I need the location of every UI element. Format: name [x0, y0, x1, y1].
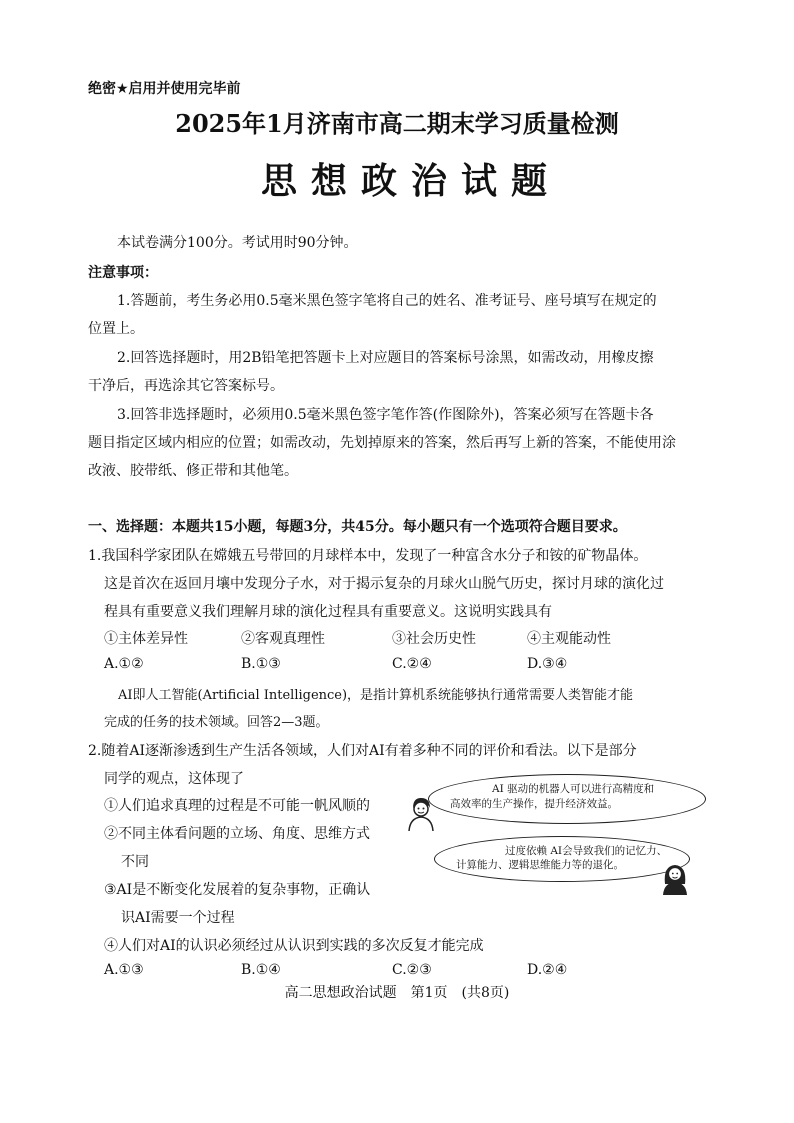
exam-title: 2025年1月济南市高二期末学习质量检测	[175, 109, 619, 138]
subject-title: 思想政治试题	[260, 160, 561, 202]
q2-item-1: ①人们追求真理的过程是不可能一帆风顺的	[104, 798, 370, 814]
q1-line-3: 程具有重要意义我们理解月球的演化过程具有重要意义。这说明实践具有	[104, 604, 552, 620]
note-3-line-3: 改液、胶带纸、修正带和其他笔。	[88, 463, 298, 479]
q1-option-b[interactable]: B.①③	[241, 656, 281, 672]
q2-item-3-line-2: 识AI需要一个过程	[121, 910, 235, 926]
q1-item-3: ③社会历史性	[392, 631, 476, 647]
note-3-line-2: 题目指定区域内相应的位置；如需改动，先划掉原来的答案，然后再写上新的答案，不能使用涂	[88, 435, 676, 451]
q1-item-1: ①主体差异性	[104, 631, 188, 647]
q2-item-3-line-1: ③AI是不断变化发展着的复杂事物，正确认	[104, 882, 371, 898]
q1-option-d[interactable]: D.③④	[527, 656, 568, 672]
student-boy-icon	[405, 796, 437, 832]
notes-heading: 注意事项：	[88, 265, 158, 281]
intro-text: 本试卷满分100分。考试用时90分钟。	[117, 235, 358, 251]
bubble-1-line-2: 高效率的生产操作，提升经济效益。	[450, 798, 618, 810]
note-1-line-1: 1.答题前，考生务必用0.5毫米黑色签字笔将自己的姓名、准考证号、座号填写在规定的	[117, 293, 657, 309]
student-girl-icon	[660, 862, 690, 896]
q2-line-2: 同学的观点，这体现了	[104, 771, 244, 787]
q1-option-a[interactable]: A.①②	[104, 656, 144, 672]
q2-line-1: 2.随着AI逐渐渗透到生产生活各领域，人们对AI有着多种不同的评价和看法。以下是部分	[88, 743, 637, 759]
note-2-line-2: 干净后，再选涂其它答案标号。	[88, 378, 284, 394]
q1-option-c[interactable]: C.②④	[392, 656, 432, 672]
note-3-line-1: 3.回答非选择题时，必须用0.5毫米黑色签字笔作答(作图除外)，答案必须写在答题卡各	[117, 407, 654, 423]
q1-line-1: 1.我国科学家团队在嫦娥五号带回的月球样本中，发现了一种富含水分子和铵的矿物晶体。	[88, 548, 648, 564]
section-heading: 一、选择题：本题共15小题，每题3分，共45分。每小题只有一个选项符合题目要求。	[88, 519, 627, 535]
q1-item-2: ②客观真理性	[241, 631, 325, 647]
ai-intro-line-1: AI即人工智能(Artificial Intelligence)，是指计算机系统能够执行通常需要人类智能才能	[118, 688, 634, 703]
confidential-label: 绝密★启用并使用完毕前	[88, 81, 241, 97]
q2-option-b[interactable]: B.①④	[241, 962, 281, 978]
page-footer: 高二思想政治试题 第1页 (共8页)	[284, 985, 510, 1001]
note-2-line-1: 2.回答选择题时，用2B铅笔把答题卡上对应题目的答案标号涂黑，如需改动，用橡皮擦	[117, 350, 654, 366]
q2-option-d[interactable]: D.②④	[527, 962, 568, 978]
q2-item-2-line-2: 不同	[121, 854, 149, 870]
q2-item-4: ④人们对AI的认识必须经过从认识到实践的多次反复才能完成	[104, 938, 484, 954]
q2-option-a[interactable]: A.①③	[104, 962, 144, 978]
q2-option-c[interactable]: C.②③	[392, 962, 432, 978]
note-1-line-2: 位置上。	[88, 321, 144, 337]
q1-item-4: ④主观能动性	[527, 631, 611, 647]
ai-intro-line-2: 完成的任务的技术领域。回答2—3题。	[104, 715, 329, 730]
bubble-2-line-2: 计算能力、逻辑思维能力等的退化。	[456, 859, 624, 871]
q2-item-2-line-1: ②不同主体看问题的立场、角度、思维方式	[104, 826, 370, 842]
bubble-2-line-1: 过度依赖 AI会导致我们的记忆力、	[505, 845, 668, 857]
q1-line-2: 这是首次在返回月壤中发现分子水，对于揭示复杂的月球火山脱气历史，探讨月球的演化过	[104, 576, 664, 592]
bubble-1-line-1: AI 驱动的机器人可以进行高精度和	[492, 783, 655, 795]
